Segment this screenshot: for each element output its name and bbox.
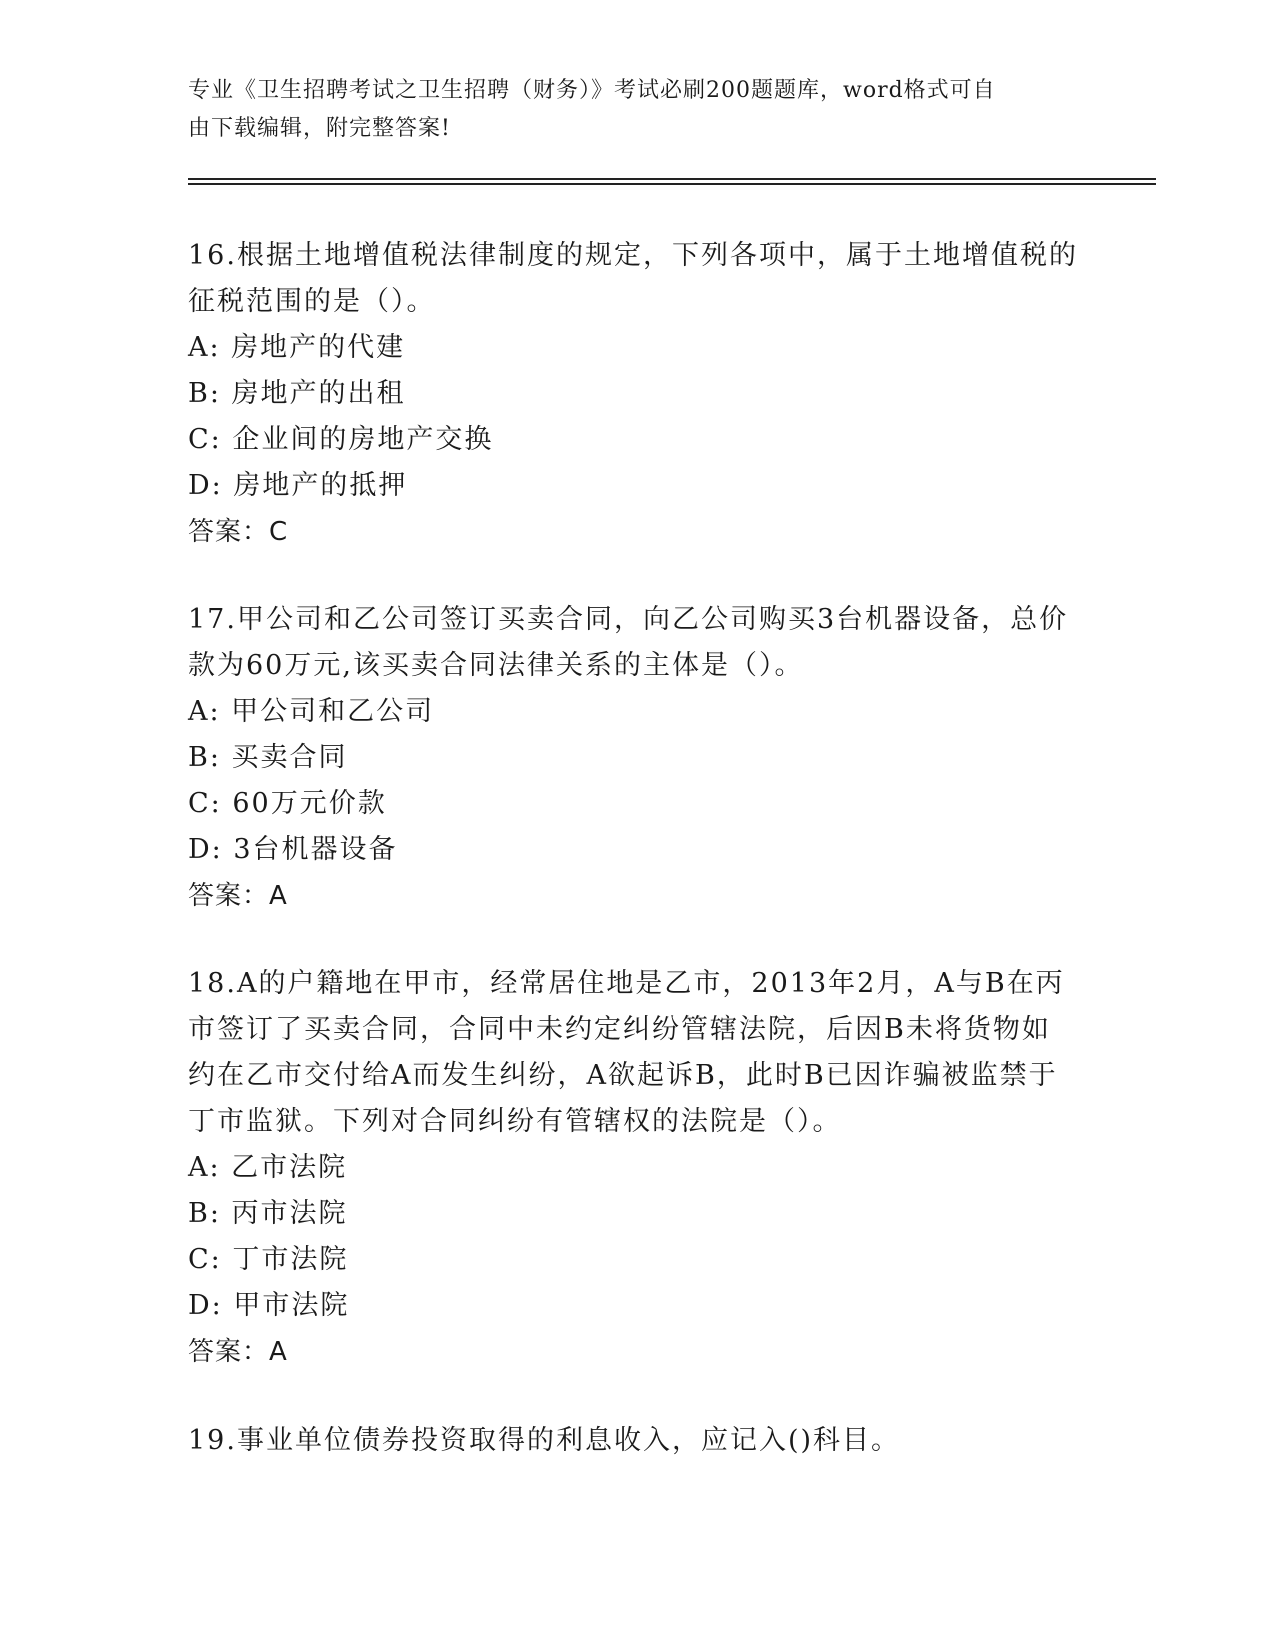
option-d: D: 3台机器设备 — [188, 834, 398, 865]
option-b: B: 房地产的出租 — [188, 378, 406, 409]
question-stem-line: 18.A的户籍地在甲市，经常居住地是乙市，2013年2月，A与B在丙 — [188, 968, 1065, 999]
answer-label: 答案：C — [188, 517, 289, 547]
question-stem-line: 市签订了买卖合同，合同中未约定纠纷管辖法院，后因B未将货物如 — [188, 1014, 1051, 1045]
option-a: A: 乙市法院 — [188, 1152, 348, 1183]
question-stem-line: 19.事业单位债券投资取得的利息收入，应记入()科目。 — [188, 1425, 901, 1456]
header-line-1: 专业《卫生招聘考试之卫生招聘（财务）》考试必刷200题题库，word格式可自 — [188, 78, 996, 103]
option-c: C: 企业间的房地产交换 — [188, 424, 494, 455]
option-c: C: 60万元价款 — [188, 788, 387, 819]
answer-label: 答案：A — [188, 881, 288, 911]
question-stem-line: 征税范围的是（）。 — [188, 286, 436, 317]
question-stem-line: 款为60万元,该买卖合同法律关系的主体是（）。 — [188, 650, 804, 681]
question-17 — [188, 597, 1088, 919]
option-b: B: 丙市法院 — [188, 1198, 348, 1229]
question-16 — [188, 233, 1088, 555]
header-line-2: 由下载编辑，附完整答案! — [188, 116, 451, 141]
option-a: A: 房地产的代建 — [188, 332, 406, 363]
answer-label: 答案：A — [188, 1337, 288, 1367]
header-divider-bottom — [188, 183, 1156, 185]
option-b: B: 买卖合同 — [188, 742, 348, 773]
option-a: A: 甲公司和乙公司 — [188, 696, 435, 727]
option-d: D: 房地产的抵押 — [188, 470, 408, 501]
question-stem-line: 约在乙市交付给A而发生纠纷，A欲起诉B，此时B已因诈骗被监禁于 — [188, 1060, 1058, 1091]
option-d: D: 甲市法院 — [188, 1290, 350, 1321]
option-c: C: 丁市法院 — [188, 1244, 349, 1275]
question-stem-line: 16.根据土地增值税法律制度的规定，下列各项中，属于土地增值税的 — [188, 240, 1078, 271]
question-19 — [188, 1418, 1088, 1464]
question-stem-line: 17.甲公司和乙公司签订买卖合同，向乙公司购买3台机器设备，总价 — [188, 604, 1069, 635]
question-stem-line: 丁市监狱。下列对合同纠纷有管辖权的法院是（）。 — [188, 1106, 842, 1137]
question-18 — [188, 961, 1088, 1375]
header-divider-top — [188, 178, 1156, 180]
document-header — [188, 72, 1068, 148]
